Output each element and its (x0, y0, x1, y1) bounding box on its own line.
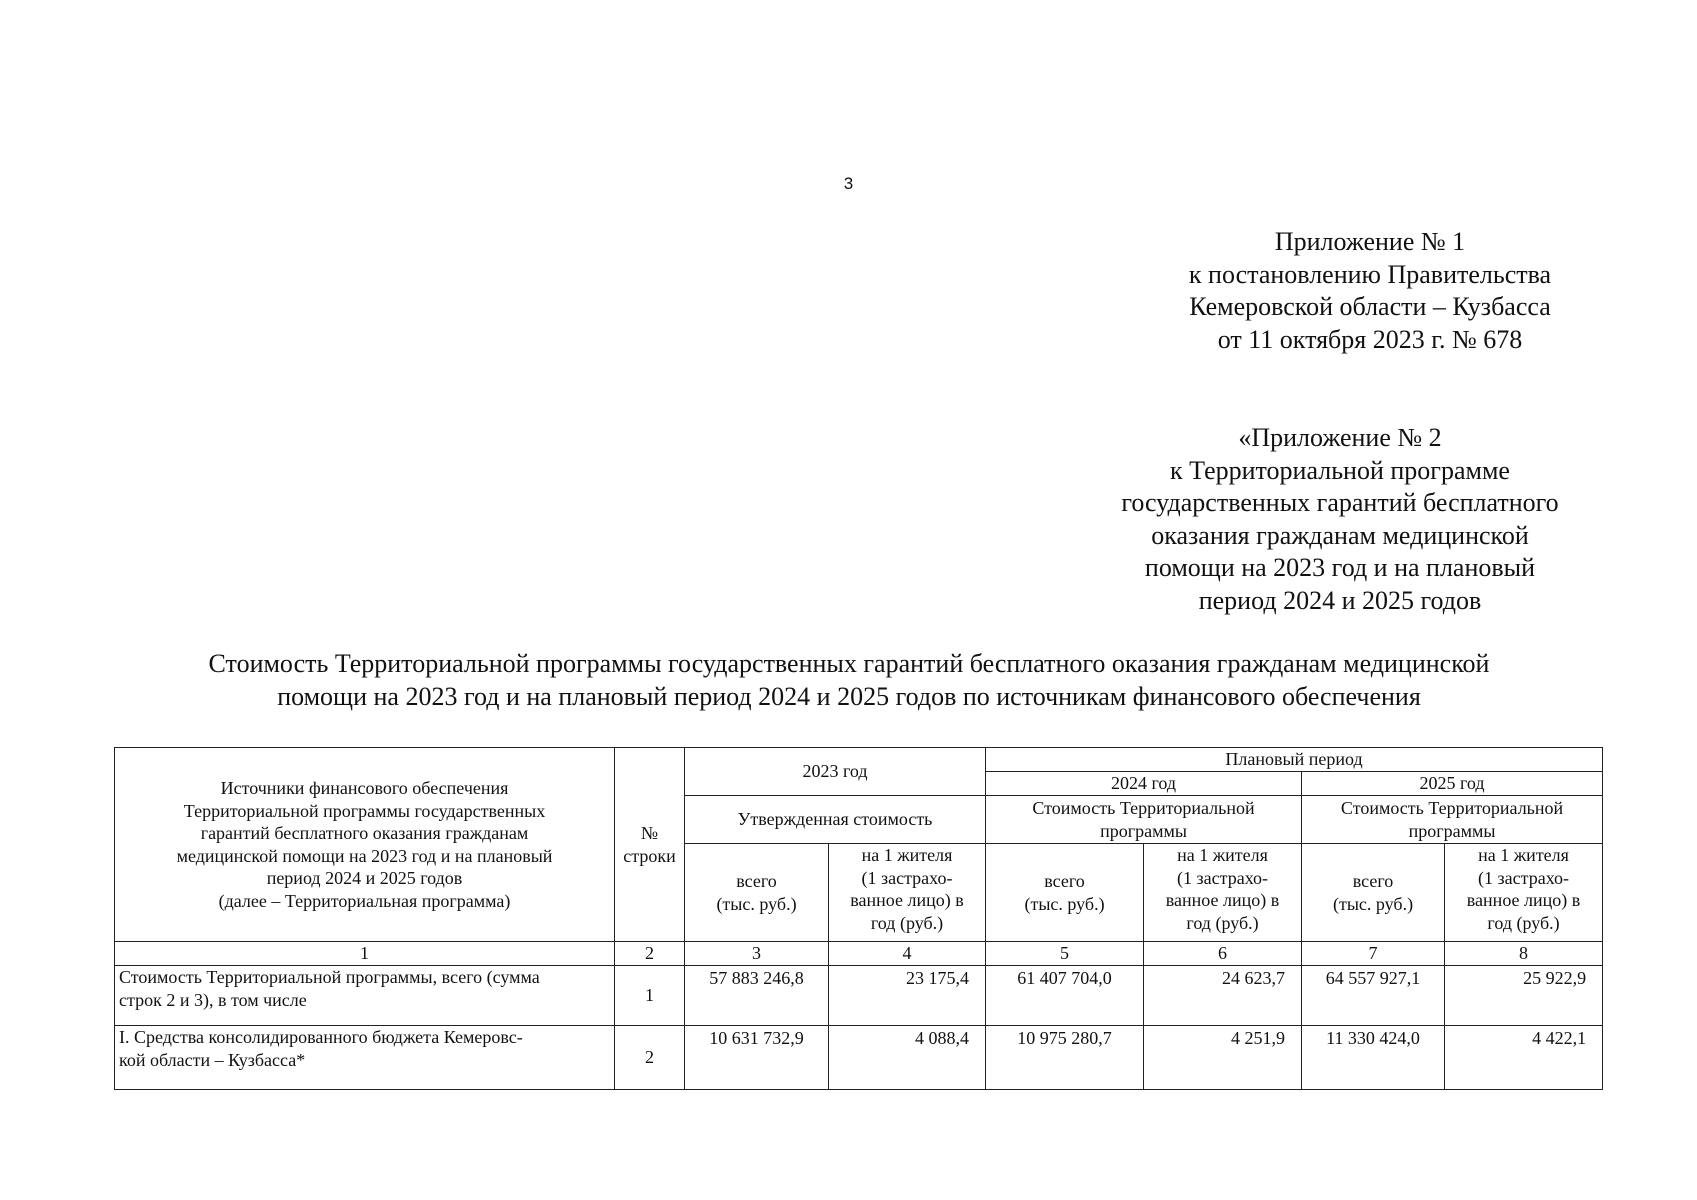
total-header-2024 (986, 844, 1144, 942)
per-capita-header-line: год (руб.) (1487, 912, 1560, 933)
total-header-line: всего (736, 871, 777, 891)
value-cell: 10 631 732,9 (685, 1026, 829, 1090)
source-header-line: медицинской помощи на 2023 год и на плановый (176, 845, 553, 866)
column-number-cell: 4 (829, 942, 986, 966)
value-cell: 24 623,7 (1144, 966, 1302, 1026)
source-line: строк 2 и 3), в том числе (119, 989, 307, 1010)
row-number-header-line: № (640, 823, 659, 843)
program-cost-line: Стоимость Территориальной (1032, 798, 1255, 818)
program-cost-line: программы (1408, 820, 1496, 841)
per-capita-header-2023 (829, 844, 986, 942)
table-row (115, 966, 1603, 1026)
column-number-row (115, 942, 1603, 966)
per-capita-header-line: (1 застрахо- (861, 867, 953, 888)
source-cell (115, 966, 615, 1026)
total-header-line: (тыс. руб.) (1024, 893, 1105, 914)
value-cell: 57 883 246,8 (685, 966, 829, 1026)
document-title-line: помощи на 2023 год и на плановый период 2024 и 2025 годов по источникам финансового обеспечения (277, 681, 1421, 711)
column-number-cell: 7 (1302, 942, 1445, 966)
per-capita-header-line: ванное лицо) в (850, 890, 964, 910)
year-2025-header: 2025 год (1302, 772, 1603, 796)
program-cost-line: Стоимость Территориальной (1340, 798, 1564, 818)
total-header-line: (тыс. руб.) (1332, 893, 1414, 914)
per-capita-header-line: (1 застрахо- (1177, 867, 1268, 888)
appendix-2-line: к Территориальной программе (1170, 455, 1510, 485)
year-2024-header: 2024 год (986, 772, 1302, 796)
total-header-line: всего (1352, 871, 1394, 891)
appendix-2-line: помощи на 2023 год и на плановый (1144, 553, 1536, 582)
approved-cost-header: Утвержденная стоимость (685, 796, 986, 844)
per-capita-header-line: ванное лицо) в (1466, 890, 1581, 910)
total-header-line: (тыс. руб.) (716, 893, 797, 914)
source-header-line: гарантий бесплатного оказания гражданам (200, 823, 529, 843)
total-header-line: всего (1044, 871, 1085, 891)
appendix-1-line: Приложение № 1 (1274, 227, 1466, 256)
column-number-cell: 8 (1445, 942, 1603, 966)
appendix-2-line: период 2024 и 2025 годов (1198, 585, 1482, 615)
per-capita-header-line: год (руб.) (870, 912, 944, 933)
program-cost-line: программы (1100, 820, 1187, 841)
per-capita-header-2024 (1144, 844, 1302, 942)
year-2023-header: 2023 год (685, 748, 986, 796)
appendix-2-line: государственных гарантий бесплатного (1121, 488, 1559, 517)
column-number-cell: 3 (685, 942, 829, 966)
source-header-line: Территориальной программы государственных (183, 800, 546, 821)
source-cell (115, 1026, 615, 1090)
per-capita-header-2025 (1445, 844, 1603, 942)
per-capita-header-line: год (руб.) (1186, 912, 1259, 933)
source-line: кой области – Кузбасса* (119, 1049, 306, 1070)
value-cell: 25 922,9 (1445, 966, 1603, 1026)
page-number: 3 (843, 174, 854, 193)
column-number-cell: 5 (986, 942, 1144, 966)
financing-table (114, 747, 1603, 1090)
document-title-line: Стоимость Территориальной программы государственных гарантий бесплатного оказания гражданам медицинской (208, 649, 1490, 678)
column-number-cell: 6 (1144, 942, 1302, 966)
source-header-line: период 2024 и 2025 годов (266, 868, 463, 888)
program-cost-header-2024 (986, 796, 1302, 844)
source-line: I. Средства консолидированного бюджета Кемеровс- (119, 1027, 523, 1047)
program-cost-header-2025 (1302, 796, 1603, 844)
appendix-1-line: Кемеровской области – Кузбасса (1189, 292, 1551, 321)
value-cell: 61 407 704,0 (986, 966, 1144, 1026)
row-number-header-cell (615, 748, 685, 942)
value-cell: 10 975 280,7 (986, 1026, 1144, 1090)
header-row-1 (115, 748, 1603, 772)
value-cell: 11 330 424,0 (1302, 1026, 1445, 1090)
document-title (60, 648, 1638, 713)
appendix-2-line: «Приложение № 2 (1238, 423, 1442, 452)
table-row (115, 1026, 1603, 1090)
per-capita-header-line: на 1 жителя (861, 845, 953, 865)
value-cell: 4 088,4 (829, 1026, 986, 1090)
row-number-header-line: строки (623, 845, 676, 866)
per-capita-header-line: ванное лицо) в (1165, 890, 1280, 910)
source-line: Стоимость Территориальной программы, всего (сумма (119, 967, 540, 987)
source-header-cell (115, 748, 615, 942)
source-header-line: Источники финансового обеспечения (220, 778, 509, 798)
per-capita-header-line: на 1 жителя (1177, 845, 1268, 865)
per-capita-header-line: на 1 жителя (1478, 845, 1569, 865)
per-capita-header-line: (1 застрахо- (1478, 867, 1570, 888)
total-header-2023 (685, 844, 829, 942)
appendix-1-line: от 11 октября 2023 г. № 678 (1217, 324, 1523, 354)
total-header-2025 (1302, 844, 1445, 942)
value-cell: 4 251,9 (1144, 1026, 1302, 1090)
appendix-2-line: оказания гражданам медицинской (1151, 520, 1529, 550)
value-cell: 4 422,1 (1445, 1026, 1603, 1090)
planned-period-header: Плановый период (986, 748, 1603, 772)
value-cell: 64 557 927,1 (1302, 966, 1445, 1026)
column-number-cell: 2 (615, 942, 685, 966)
column-number-cell: 1 (115, 942, 615, 966)
appendix-1-header (1150, 226, 1590, 356)
source-header-line: (далее – Территориальная программа) (218, 890, 511, 911)
value-cell: 23 175,4 (829, 966, 986, 1026)
row-number-cell: 1 (615, 966, 685, 1026)
appendix-2-header (1080, 422, 1600, 617)
appendix-1-line: к постановлению Правительства (1188, 259, 1552, 289)
row-number-cell: 2 (615, 1026, 685, 1090)
